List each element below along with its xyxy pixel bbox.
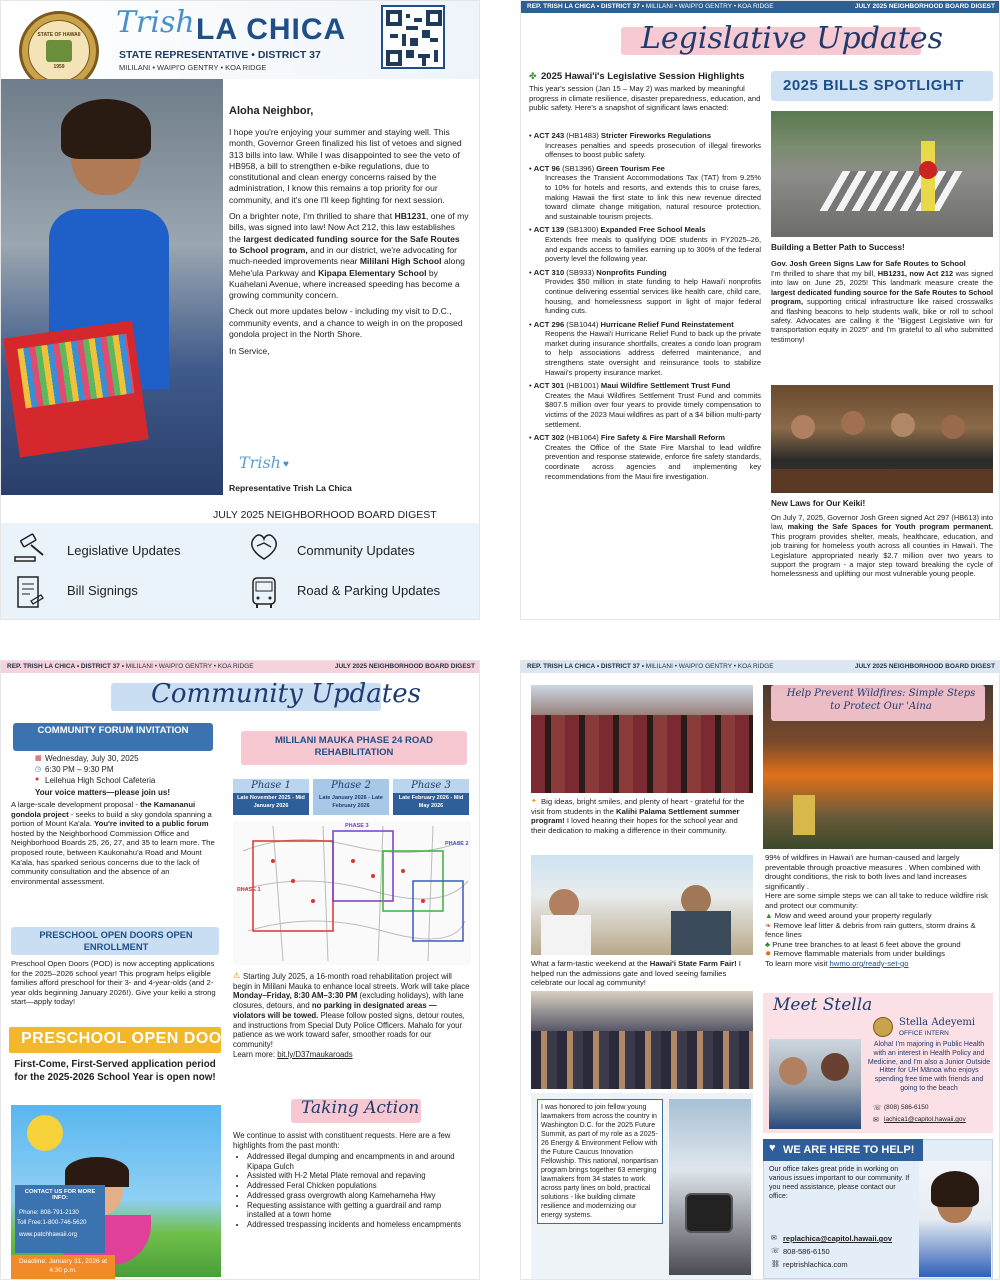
fd: You're invited to a public forum — [94, 819, 209, 829]
wildfire-intro: 99% of wildfires in Hawai'i are human-caused and largely preventable through proactive measures . When combined with drought conditions, the risk to both lives and land increases significantly . — [765, 853, 981, 891]
name-caps: LA CHICA — [196, 13, 347, 46]
help-email[interactable]: replachica@capitol.hawaii.gov — [783, 1234, 893, 1243]
header-left-2: MILILANI • WAIPI'O GENTRY • KOA RIDGE — [644, 663, 774, 670]
act-item: • ACT 296 (SB1044) Hurricane Relief Fund Reinstatement Reopens the Hawai'i Hurricane Relief Fund to back up the private market during insurance shortfalls, creates a condo loan program to help associations address deferred maintenance, and strengthens state oversight and reinsurance tools to stabilize Hawaii's property insurance market. — [529, 319, 761, 377]
action-list — [233, 1152, 471, 1230]
wildfire-title: Help Prevent Wildfires: Simple Steps to Protect Our 'Aina — [786, 688, 976, 712]
c1b: Kalihi Palama Settlement summer program! — [531, 806, 740, 825]
help-title: WE ARE HERE TO HELP! — [783, 1144, 915, 1156]
step-text: Remove leaf litter & debris from rain gutters, storm drains & fence lines — [765, 920, 976, 940]
spotlight-title: 2025 BILLS SPOTLIGHT — [783, 77, 964, 94]
s2b: making the Safe Spaces for Youth program permanent. — [787, 522, 994, 532]
act-name: Maui Wildfire Settlement Trust Fund — [600, 381, 731, 391]
phase-name: Phase 1 — [233, 779, 309, 793]
mower-icon: ▲ — [765, 911, 775, 920]
fc: - seeks to build a sky gondola spanning a portion of Mount Ka'ala. — [11, 809, 212, 829]
c1a: Big ideas, bright smiles, and plenty of heart - grateful for the visit from students in the — [531, 797, 745, 816]
signature: Trish — [239, 453, 281, 472]
rc: (excluding holidays), with lane closures, detours, and — [233, 991, 464, 1011]
forum-time: 6:30 PM – 9:30 PM — [45, 765, 114, 774]
header-left-2: MILILANI • WAIPI'O GENTRY • KOA RIDGE — [644, 3, 774, 10]
clock-icon: ◷ — [35, 766, 42, 773]
action-item: • Addressed illegal dumping and encampments in and around Kipapa Gulch — [247, 1152, 471, 1171]
bus-icon — [249, 575, 279, 611]
act-number: ACT 310 — [533, 267, 565, 277]
phase-dates: Late February 2026 - Mid May 2026 — [398, 795, 464, 809]
p2a: On a brighter note, I'm thrilled to share that — [229, 211, 395, 222]
act-name: Stricter Fireworks Regulations — [600, 131, 712, 140]
wildfire-step — [765, 921, 993, 940]
c1c: I loved hearing their hopes for the school year and their dedication to making a difference in their community. — [531, 816, 738, 835]
caption-1 — [531, 797, 753, 835]
p2b: HB1231 — [394, 211, 427, 222]
section-heading: Legislative Updates — [641, 21, 944, 56]
students-photo — [531, 685, 753, 793]
qr-pattern — [386, 10, 442, 66]
p2g: along Mehe'ula Parkway and — [229, 256, 465, 278]
c2b: Hawai'i State Farm Fair! — [649, 959, 737, 968]
star-icon: ✦ — [531, 798, 537, 805]
act-item: • ACT 301 (HB1001) Maui Wildfire Settlement Trust Fund Creates the Maui Wildfires Settlement Trust Fund and commits $807.5 million over four years to provide timely compensation to victims of the 2023 Maui wildfires as part of a $4 billion multi-party settlement. — [529, 381, 761, 429]
letter-para-1: I hope you're enjoying your summer and staying well. This month, Governor Green finalized his list of vetoes and signed 313 bills into law. While I was disappointed to see the veto of HB958, a bill to strengthen e-bike regulations, due to constitutional and clean energy concerns raised by the administration, I know this remains a top priority for our community, and it's one I'll keep fighting for next session. — [229, 127, 462, 205]
act-bill: (HB1483) — [564, 131, 601, 140]
rep-photo — [1, 79, 223, 495]
intern-badge — [873, 1017, 893, 1037]
s2c: This program provides shelter, meals, healthcare, education, and job training for homeless youth across all counties in Hawai'i. The Legislature appropriated nearly $2.7 million over two years to support the program - a major step toward breaking the cycle of homelessness and uplifting our most vulnerable young people. — [771, 531, 993, 579]
act-bill: (HB1064) — [564, 433, 601, 443]
intern-photo — [769, 1039, 861, 1129]
caption-3: I was honored to join fellow young lawmakers from across the country in Washington D.C. for the 2025 Future Summit, as part of my role as a 2025-26 Energy & Environment Fellow with the Future Caucus Innovation Fellowship. This national, nonpartisan program brings together 63 emerging lawmakers from 34 states to work across party lines on bold, practical solutions - like building climate resilience and modernizing our energy systems. — [537, 1099, 663, 1224]
rd: no parking in designated areas — violators will be towed. — [233, 1001, 437, 1020]
intern-role: OFFICE INTERN — [899, 1030, 949, 1037]
act-number: ACT 96 — [533, 163, 560, 173]
road-map — [233, 821, 471, 965]
act-bill: (SB933) — [564, 267, 597, 277]
header-left: REP. TRISH LA CHICA • DISTRICT 37 • — [7, 663, 124, 670]
story1-body — [771, 269, 993, 344]
header-right: JULY 2025 NEIGHBORHOOD BOARD DIGEST — [334, 663, 475, 670]
map-label-phase1: PHASE 1 — [237, 887, 261, 893]
signing-photo — [771, 385, 993, 493]
email-icon: ✉ — [771, 1235, 777, 1242]
pod-title: PRESCHOOL OPEN DOORS OPEN ENROLLMENT — [39, 930, 193, 952]
help-heart-icon: ♥ — [769, 1142, 776, 1154]
forum-date: Wednesday, July 30, 2025 — [45, 754, 139, 763]
s1b: HB1231, now Act 212 — [877, 269, 954, 278]
caption-2 — [531, 959, 753, 988]
phase-dates: Late November 2025 - Mid January 2026 — [237, 795, 305, 809]
p2c: , one of my bills, was signed into law! Now Act 212, this law establishes the — [229, 211, 469, 244]
wildfire-step — [765, 940, 993, 950]
action-item: • Assisted with H-2 Metal Plate removal and repaving — [247, 1171, 471, 1181]
header-left: REP. TRISH LA CHICA • DISTRICT 37 • — [527, 663, 644, 670]
forum-place: Leilehua High School Cafeteria — [45, 776, 156, 785]
tree-icon: ♣ — [765, 939, 773, 949]
action-intro: We continue to assist with constituent requests. Here are a few highlights from the past month: — [233, 1131, 451, 1150]
act-item: • ACT 243 (HB1483) Stricter Fireworks Regulations Increases penalties and speeds prosecution of illegal fireworks offenses to boost public safety. — [529, 131, 761, 160]
closing: In Service, — [229, 346, 270, 357]
summit-photo — [531, 991, 753, 1089]
pod-contact-head: CONTACT US FOR MORE INFO: — [24, 1189, 96, 1201]
road-title: MILILANI MAUKA PHASE 24 ROAD REHABILITATION — [275, 735, 433, 758]
pod-deadline: Deadline: January 31, 2026 at 4:30 p.m. — [19, 1258, 107, 1274]
act-bill: (SB1300) — [564, 225, 601, 235]
wildfire-step — [765, 911, 993, 921]
act-desc: Increases penalties and speeds prosecution of illegal fireworks offenses to boost public safety. — [545, 140, 761, 160]
map-label-phase3: PHASE 3 — [345, 823, 369, 829]
header-left: REP. TRISH LA CHICA • DISTRICT 37 • — [527, 3, 644, 10]
dc-photo — [669, 1099, 751, 1275]
act-name: Nonprofits Funding — [596, 267, 667, 277]
page-header — [1, 661, 480, 673]
link-icon: ⛓ — [771, 1261, 780, 1268]
toc — [1, 523, 480, 620]
fb: the Kamananui gondola project — [11, 800, 196, 819]
phase-card-1 — [233, 779, 309, 815]
act-number: ACT 302 — [533, 433, 565, 443]
act-desc: Creates the Office of the State Fire Marshal to lead wildfire prevention and response statewide, enforce fire safety standards, coordinate across agencies and implementing key recommendations from the Maui fire investigation. — [545, 442, 761, 481]
intern-phone: (808) 586-6150 — [884, 1104, 929, 1111]
action-item: • Requesting assistance with getting a guardrail and ramp installed at a town home — [247, 1201, 471, 1220]
act-name: Hurricane Relief Fund Reinstatement — [600, 319, 734, 329]
intern-name: Stella Adeyemi — [899, 1017, 976, 1028]
act-item: • ACT 302 (HB1064) Fire Safety & Fire Marshall Reform Creates the Office of the State Fire Marshal to lead wildfire prevention and response statewide, enforce fire safety standards, coordinate across agencies and implementing key recommendations from the Maui fire investigation. — [529, 433, 761, 481]
forum-title: COMMUNITY FORUM INVITATION — [37, 725, 189, 736]
wildfire-intro-2: Here are some simple steps we can all take to reduce wildfire risk and protect our community: — [765, 891, 989, 910]
p2d: largest dedicated funding source for the Safe Routes to School program, — [229, 233, 460, 255]
act-bill: (SB1044) — [564, 319, 601, 329]
phase-card-3 — [393, 779, 469, 815]
phase-name: Phase 3 — [393, 779, 469, 793]
phone-icon: ☏ — [873, 1105, 882, 1112]
act-number: ACT 296 — [533, 319, 565, 329]
phase-name: Phase 2 — [331, 780, 371, 791]
act-desc: Reopens the Hawai'i Hurricane Relief Fund to back up the private market during insurance shortfalls, creates a condo loan program to help associations address deferred maintenance, and strengthens state oversight and reinsurance tools to stabilize Hawaii's property insurance market. — [545, 329, 761, 377]
road-body — [233, 972, 471, 1059]
c2a: What a farm-tastic weekend at the — [531, 959, 650, 968]
phase-card-2 — [313, 779, 389, 815]
toc-legislative[interactable]: Legislative Updates — [67, 543, 181, 558]
crosswalk-photo — [771, 111, 993, 237]
page-cover — [0, 0, 480, 620]
leaf-icon: ❧ — [765, 920, 774, 930]
act-name: Green Tourism Fee — [596, 163, 665, 173]
help-phone-icon: ☏ — [771, 1248, 780, 1255]
digest-label: JULY 2025 NEIGHBORHOOD BOARD DIGEST — [213, 509, 437, 521]
letter-para-3: Check out more updates below - including my visit to D.C., community events, and a chance to weigh in on the proposed gondola project in the North Shore. — [229, 306, 463, 340]
story2-body — [771, 513, 993, 579]
gavel-icon — [13, 533, 49, 563]
header-right: JULY 2025 NEIGHBORHOOD BOARD DIGEST — [854, 663, 995, 670]
act-number: ACT 139 — [533, 225, 565, 235]
act-number: ACT 301 — [533, 381, 565, 391]
pod-tollfree: Toll Free:1-800-746-5620 — [17, 1219, 87, 1226]
fa: A large-scale development proposal - — [11, 800, 141, 809]
header-left-2: MILILANI • WAIPI'O GENTRY • KOA RIDGE — [124, 663, 254, 670]
act-desc: Increases the Transient Accommodations Tax (TAT) from 9.25% to 10% for hotels and resorts, and extends this to cruise fares, making Hawaii the first state to link this new revenue directed toward climate change mitigation, natural resource protection, and sustainable tourism projects. — [545, 173, 761, 221]
act-name: Expanded Free School Meals — [600, 225, 706, 235]
act-item: • ACT 310 (SB933) Nonprofits Funding Provides $50 million in state funding to help Hawai'i nonprofits continue delivering essential services like health care, child care, housing, and homelessness support in light of major federal funding cuts. — [529, 267, 761, 316]
sign-name: Representative Trish La Chica — [229, 483, 352, 493]
s2a: On July 7, 2025, Governor Josh Green signed Act 297 (HB613) into law, — [771, 513, 993, 532]
act-desc: Provides $50 million in state funding to help Hawai'i nonprofits continue delivering essential services like health care, child care, housing, and homelessness support in light of major federal funding cuts. — [545, 277, 761, 316]
fe: hosted by the Neighborhood Commission Office and Neighborhood Boards 25, 26, 27, and 35 to learn more. The proposed route, between Kaukonahu'a Road and Mount Ka'ala, has sparked serious concerns due to the lack of community consultation and the absence of an environmental assessment. — [11, 828, 215, 886]
pod-web[interactable]: www.patchhawaii.org — [19, 1231, 78, 1238]
rep-headshot — [919, 1161, 991, 1277]
leaf-icon: ✤ — [529, 71, 537, 81]
step-text: Mow and weed around your property regularly — [774, 911, 932, 920]
qr-code[interactable] — [381, 5, 445, 69]
p2e: and in our district, we're advocating for much-needed improvements near — [229, 244, 458, 267]
road-learn: Learn more: — [233, 1049, 278, 1059]
district-areas: MILILANI • WAIPI'O GENTRY • KOA RIDGE — [119, 63, 267, 72]
ra: Starting July 2025, a 16-month road rehabilitation project will begin in Mililani Mauka to enhance local streets. Work will take place — [233, 972, 470, 991]
road-link[interactable]: bit.ly/D37maukaroads — [277, 1049, 353, 1059]
flame-icon: ✹ — [765, 949, 774, 959]
s1e: supporting critical infrastructure like raised crosswalks and flashing beacons to help students walk, bike or roll to school safety. Advocates are calling it the "Biggest Legislative win for transportation equity in 2025" and I'm grateful to all who submitted testimony! — [771, 297, 993, 344]
handshake-icon — [247, 531, 281, 563]
name-script: Trish — [116, 5, 195, 40]
act-name: Fire Safety & Fire Marshall Reform — [600, 433, 725, 443]
farm-fair-photo — [531, 855, 753, 955]
step-text: Remove flammable materials from under buildings — [773, 949, 945, 959]
toc-community[interactable]: Community Updates — [297, 543, 415, 558]
p2f: Mililani High School — [359, 256, 442, 267]
act-bill: (HB1001) — [564, 381, 601, 391]
rep-title: STATE REPRESENTATIVE • DISTRICT 37 — [119, 49, 321, 61]
page-events — [520, 660, 1000, 1280]
phase-dates: Late January 2026 - Late February 2026 — [319, 795, 383, 809]
session-intro: This year's session (Jan 15 – May 2) was marked by meaningful progress in climate resilience, disaster preparedness, education, and public safety. Here's a snapshot of significant laws enacted: — [529, 84, 761, 113]
heart-icon: ♥ — [283, 459, 289, 470]
wildfire-step — [765, 949, 993, 959]
wildfire-steps — [765, 911, 993, 969]
s1c: was signed into law on June 25, 2025! This landmark measure create the — [771, 269, 994, 288]
act-desc: Creates the Maui Wildfires Settlement Trust Fund and commits $807.5 million over four years to provide timely compensation to victims of the 2023 Maui wildfires as part of a $4 billion multi-party settlement. — [545, 390, 761, 429]
wildfire-learn: To learn more visit — [765, 958, 830, 968]
document-icon — [15, 575, 45, 611]
page-header — [521, 661, 1000, 673]
meet-title: Meet Stella — [773, 995, 873, 1015]
toc-road-parking[interactable]: Road & Parking Updates — [297, 583, 441, 598]
intern-text: Aloha! I'm majoring in Public Health with an interest in Health Policy and Medicine, and I'm also a Junior Outside Hitter for UH Mānoa who enjoys spending free time with friends and going to the beach — [867, 1041, 991, 1092]
c2c: I helped run the admissions gate and loved seeing families celebrate our local ag community! — [531, 959, 741, 987]
seal-year: 1959 — [53, 64, 65, 70]
act-number: ACT 243 — [533, 131, 565, 140]
help-text: Our office takes great pride in working on various issues important to our community. If you need assistance, please contact our office: — [769, 1165, 910, 1200]
calendar-icon: ▦ — [35, 755, 42, 762]
forum-body — [11, 800, 219, 886]
map-label-phase2: PHASE 2 — [445, 841, 469, 847]
letter-para-2 — [229, 211, 469, 301]
action-title: Taking Action — [301, 1098, 420, 1118]
pin-icon: ● — [35, 776, 40, 783]
act-item: • ACT 96 (SB1396) Green Tourism Fee Increases the Transient Accommodations Tax (TAT) from 9.25% to 10% for hotels and resorts, and extends this to cruise fares, making Hawaii the first state to link this new revenue directed toward climate change mitigation, natural resource protection, and sustainable tourism projects. — [529, 163, 761, 221]
forum-cta: Your voice matters—please join us! — [35, 788, 171, 797]
pod-text: Preschool Open Doors (POD) is now accepting applications for the 2025–2026 school year! This program helps eligible families afford preschool for their 3- and 4-year-olds (and 2-year olds beginning January 2026!). Give your keiki a strong start—apply today! — [11, 959, 216, 1007]
construction-icon: ⚠ — [233, 971, 241, 980]
act-desc: Extends free meals to qualifying DOE students in FY2025–26, and expands access to families earning up to 300% of the federal poverty level the following year. — [545, 234, 761, 264]
mail-icon: ✉ — [873, 1117, 879, 1124]
pod-banner-text: PRESCHOOL OPEN DOORS — [21, 1030, 245, 1047]
letter-body — [229, 127, 469, 358]
s1a: I'm thrilled to share that my bill, — [771, 269, 878, 278]
toc-bill-signings[interactable]: Bill Signings — [67, 583, 138, 598]
page-legislative — [520, 0, 1000, 620]
action-item: • Addressed grass overgrowth along Kamehameha Hwy — [247, 1191, 471, 1201]
session-title: 2025 Hawai'i's Legislative Session Highlights — [541, 71, 745, 82]
rb: Monday–Friday, 8:30 AM–3:30 PM — [233, 991, 358, 1001]
story2-title: New Laws for Our Keiki! — [771, 499, 866, 508]
header-right: JULY 2025 NEIGHBORHOOD BOARD DIGEST — [854, 3, 995, 10]
page-header — [521, 1, 1000, 13]
step-text: Prune tree branches to at least 6 feet above the ground — [772, 939, 961, 949]
page-community — [0, 660, 480, 1280]
p2i: by Kuahelani Avenue, where increased speeding has become a growing community concern. — [229, 267, 460, 301]
s1d: largest dedicated funding source for the Safe Routes to School program, — [771, 287, 993, 307]
action-item: • Addressed trespassing incidents and homeless encampments — [247, 1220, 471, 1230]
section-heading: Community Updates — [151, 679, 421, 709]
re: Please follow posted signs, detour routes, and instructions from Special Duty Police Officers. Mahalo for your patience as we work toward safer, smoother roads for our community! — [233, 1010, 465, 1049]
story1-sub: Gov. Josh Green Signs Law for Safe Routes to School — [771, 259, 966, 268]
pod-phone: Phone: 808-791-2130 — [19, 1209, 79, 1216]
story1-title: Building a Better Path to Success! — [771, 243, 905, 252]
pod-fcfs: First-Come, First-Served application period for the 2025-2026 School Year is open now! — [14, 1059, 216, 1083]
greeting: Aloha Neighbor, — [229, 105, 314, 117]
help-web[interactable]: reptrishlachica.com — [783, 1260, 848, 1269]
action-item: • Addressed Feral Chicken populations — [247, 1181, 471, 1191]
wildfire-link[interactable]: hwmo.org/ready-set-go — [829, 958, 909, 968]
seal-text: STATE OF HAWAII — [37, 32, 81, 38]
acts-list — [529, 131, 761, 481]
act-item: • ACT 139 (SB1300) Expanded Free School Meals Extends free meals to qualifying DOE students in FY2025–26, and expands access to families earning up to 300% of the federal poverty level the following year. — [529, 225, 761, 264]
wildfire-learn-line — [765, 959, 993, 969]
p2h: Kipapa Elementary School — [318, 267, 427, 278]
act-bill: (SB1396) — [559, 163, 597, 173]
intern-email[interactable]: lachica1@capitol.hawaii.gov — [884, 1116, 966, 1123]
help-phone: 808-586-6150 — [783, 1247, 830, 1256]
